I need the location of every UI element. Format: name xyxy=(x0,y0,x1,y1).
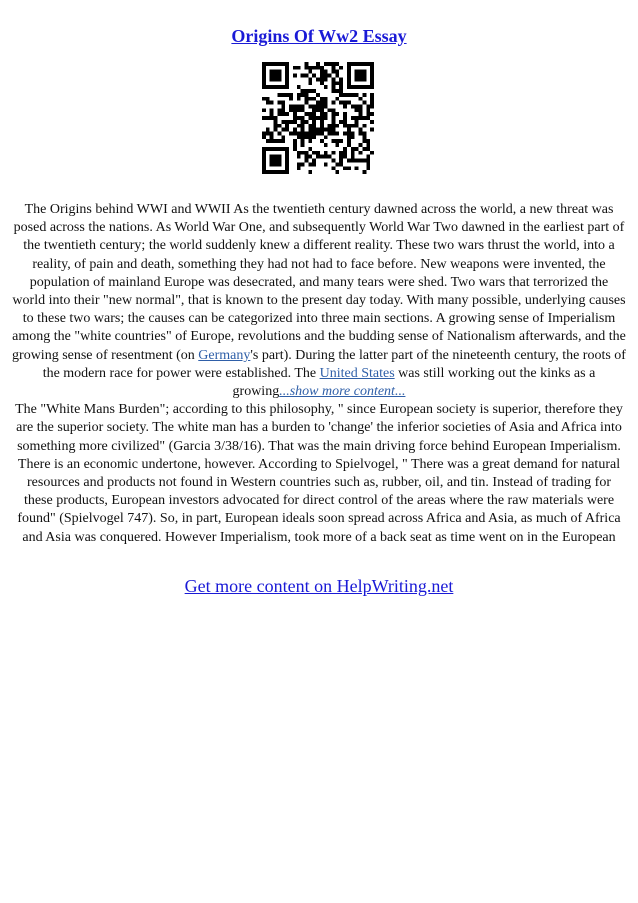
paragraph-1-text-b: 's part). During the latter part of the nineteenth century, the roots of the modern race for power were established. The xyxy=(42,347,626,381)
paragraph-1-text-c: was still working out the kinks as a growing xyxy=(232,365,596,400)
essay-paragraph-2: The "White Mans Burden"; according to this philosophy, " since European society is superior, therefore they are the superior society. The white man has a burden to 'change' the inferior societies of Asia and Africa into something more civilized" (Garcia 3/38/16). That was the main driving force behind European Imperialism. There is an economic undertone, however. According to Spielvogel, " There was a great demand for natural resources and products not found in Western countries such as, rubber, oil, and tin. Instead of trading for these products, European investors advocated for direct control of the areas where the raw materials were found" (Spielvogel 747). So, in part, European ideals soon spread across Africa and Asia, as much of Africa and Asia was conquered. However Imperialism, took more of a back seat as time went on in the European xyxy=(15,402,623,545)
paragraph-1-text-a: The Origins behind WWI and WWII As the twentieth century dawned across the world, a new threat was posed across the nations. As World War One, and subsequently World War Two dawned in the earliest part of the twentieth century; the world suddenly knew a different reality. These two wars thrust the world, into a reality, of pain and death, something they had not had to face before. New weapons were invented, the population of mainland Europe was desecrated, and many tears were shed. Two wars that terrorized the world into their "new normal", that is known to the present day today. With many possible, underlying causes to these two wars; the causes can be categorized into three main sections. A growing sense of Imperialism among the "white countries" of Europe, revolutions and the budding sense of Nationalism afterwards, and the growing sense of resentment (on xyxy=(12,202,626,363)
germany-link[interactable]: Germany xyxy=(198,347,251,363)
united-states-link[interactable]: United States xyxy=(319,365,395,381)
essay-body xyxy=(12,201,626,547)
qr-code-icon xyxy=(262,62,374,174)
document-title xyxy=(0,26,638,46)
show-more-link[interactable]: ...show more content... xyxy=(279,384,406,400)
get-more-content-link[interactable]: Get more content on HelpWriting.net xyxy=(184,576,454,596)
essay-paragraph-1 xyxy=(12,201,626,401)
footer xyxy=(0,575,638,597)
title-link[interactable]: Origins Of Ww2 Essay xyxy=(231,26,407,46)
